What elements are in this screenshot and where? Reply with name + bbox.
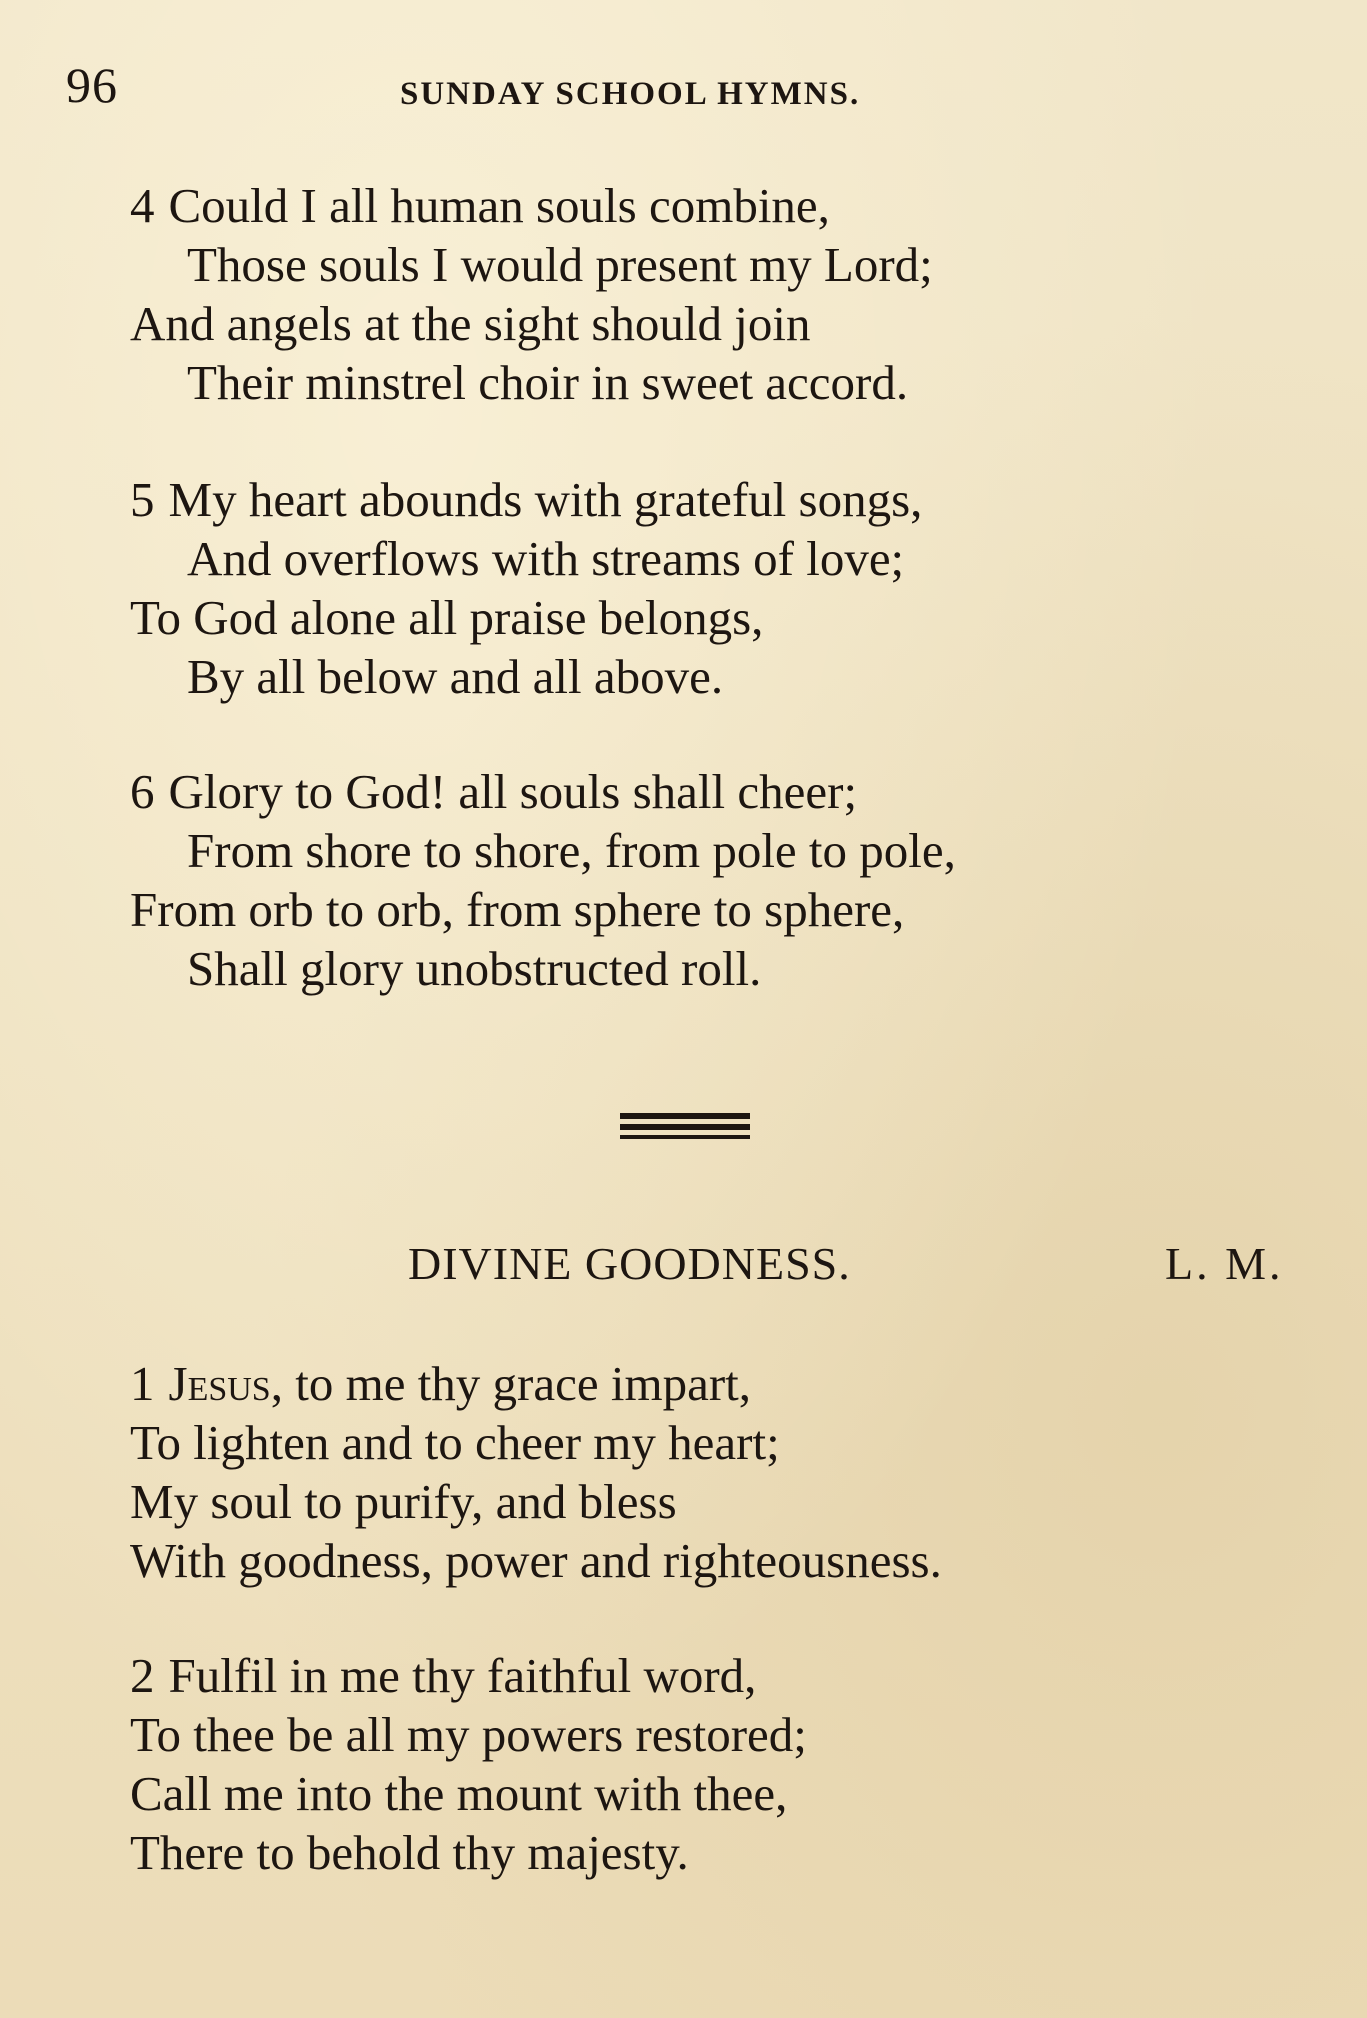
stanza-6 — [130, 762, 956, 998]
stanza-line: Call me into the mount with thee, — [130, 1766, 788, 1821]
running-title: SUNDAY SCHOOL HYMNS. — [400, 76, 861, 112]
stanza-line: From orb to orb, from sphere to sphere, — [130, 882, 905, 937]
hymn-title: DIVINE GOODNESS. — [408, 1238, 851, 1289]
stanza-line: Those souls I would present my Lord; — [187, 237, 933, 292]
stanza-line: To thee be all my powers restored; — [130, 1707, 807, 1762]
stanza-line: 2 Fulfil in me thy faithful word, — [130, 1648, 757, 1703]
stanza-line: And angels at the sight should join — [130, 296, 811, 351]
stanza-line: To lighten and to cheer my heart; — [130, 1415, 780, 1470]
stanza-line: 4 Could I all human souls combine, — [130, 178, 830, 233]
stanza-line: To God alone all praise belongs, — [130, 590, 764, 645]
stanza-line: My soul to purify, and bless — [130, 1474, 677, 1529]
stanza-number: 5 — [130, 472, 155, 527]
hymn-stanza-1 — [130, 1354, 942, 1590]
stanza-line: There to behold thy majesty. — [130, 1825, 689, 1880]
stanza-4 — [130, 176, 933, 412]
section-divider — [620, 1113, 750, 1139]
hymn-meter: L. M. — [1165, 1238, 1284, 1289]
stanza-number: 1 — [130, 1356, 155, 1411]
stanza-number: 6 — [130, 764, 155, 819]
page-number: 96 — [66, 57, 118, 113]
stanza-line: From shore to shore, from pole to pole, — [187, 823, 956, 878]
stanza-line: And overflows with streams of love; — [187, 531, 905, 586]
stanza-number: 4 — [130, 178, 155, 233]
divider-rule-bottom — [620, 1135, 750, 1139]
stanza-line: Their minstrel choir in sweet accord. — [187, 355, 909, 410]
stanza-line: By all below and all above. — [187, 649, 724, 704]
stanza-line: With goodness, power and righteousness. — [130, 1533, 942, 1588]
hymn-stanza-2 — [130, 1646, 807, 1882]
stanza-number: 2 — [130, 1648, 155, 1703]
small-caps-word: Jesus, — [168, 1356, 283, 1411]
stanza-line: 1 Jesus, to me thy grace impart, — [130, 1356, 752, 1411]
divider-rule-top — [620, 1113, 750, 1119]
stanza-line: Shall glory unobstructed roll. — [187, 941, 762, 996]
stanza-line: 6 Glory to God! all souls shall cheer; — [130, 764, 858, 819]
stanza-line: 5 My heart abounds with grateful songs, — [130, 472, 923, 527]
stanza-5 — [130, 470, 922, 706]
divider-rule-middle — [620, 1124, 750, 1130]
